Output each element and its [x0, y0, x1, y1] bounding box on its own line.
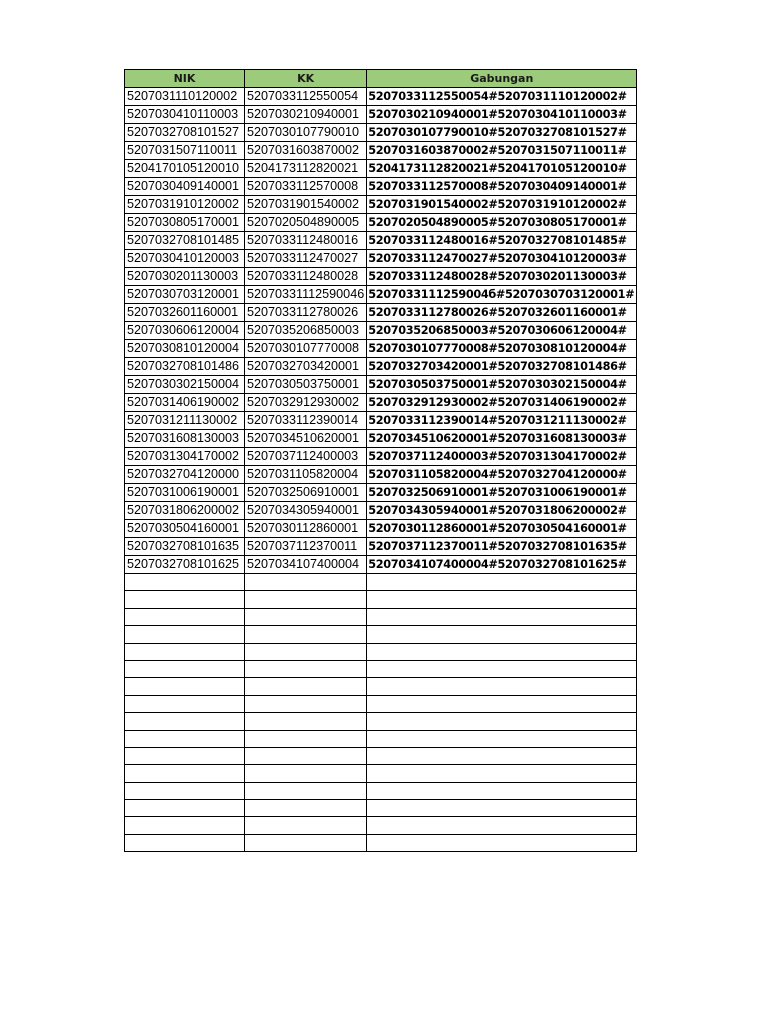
- kk-cell[interactable]: 5207034305940001: [245, 502, 367, 520]
- kk-cell[interactable]: 5207037112400003: [245, 448, 367, 466]
- nik-cell[interactable]: [125, 678, 245, 695]
- kk-cell[interactable]: 5207033112780026: [245, 304, 367, 322]
- data-table: [124, 69, 637, 852]
- nik-cell[interactable]: 5207030703120001: [125, 286, 245, 304]
- kk-cell[interactable]: 5207032703420001: [245, 358, 367, 376]
- table-row: [125, 376, 637, 394]
- kk-cell[interactable]: 5207030210940001: [245, 106, 367, 124]
- gabungan-cell[interactable]: [367, 695, 637, 712]
- kk-cell[interactable]: 5207030503750001: [245, 376, 367, 394]
- table-row: [125, 196, 637, 214]
- table-row: [125, 214, 637, 232]
- table-row: [125, 268, 637, 286]
- table-row: [125, 695, 637, 712]
- gabungan-cell[interactable]: 5207033112390014#5207031211130002#: [367, 412, 637, 430]
- table-row: [125, 643, 637, 660]
- nik-cell[interactable]: 5207032708101527: [125, 124, 245, 142]
- nik-cell[interactable]: 5207031806200002: [125, 502, 245, 520]
- table-row: [125, 730, 637, 747]
- nik-cell[interactable]: 5207030409140001: [125, 178, 245, 196]
- table-row: [125, 142, 637, 160]
- gabungan-cell[interactable]: [367, 730, 637, 747]
- gabungan-cell[interactable]: 5207037112400003#5207031304170002#: [367, 448, 637, 466]
- kk-cell[interactable]: 5207033112480016: [245, 232, 367, 250]
- nik-cell[interactable]: [125, 800, 245, 817]
- gabungan-cell[interactable]: 5207032703420001#5207032708101486#: [367, 358, 637, 376]
- table-row: [125, 713, 637, 730]
- gabungan-cell[interactable]: [367, 782, 637, 799]
- kk-cell[interactable]: 5207020504890005: [245, 214, 367, 232]
- table-row: [125, 448, 637, 466]
- kk-cell[interactable]: [245, 574, 367, 591]
- kk-cell[interactable]: [245, 660, 367, 677]
- nik-cell[interactable]: [125, 695, 245, 712]
- nik-cell[interactable]: [125, 608, 245, 625]
- kk-cell[interactable]: 5207033112390014: [245, 412, 367, 430]
- gabungan-cell[interactable]: 5207031901540002#5207031910120002#: [367, 196, 637, 214]
- gabungan-cell[interactable]: 5204173112820021#5204170105120010#: [367, 160, 637, 178]
- table-row: [125, 160, 637, 178]
- table-row: [125, 747, 637, 764]
- kk-cell[interactable]: 5207033112470027: [245, 250, 367, 268]
- table-row: [125, 340, 637, 358]
- gabungan-cell[interactable]: [367, 626, 637, 643]
- nik-cell[interactable]: 5207030302150004: [125, 376, 245, 394]
- kk-cell[interactable]: [245, 800, 367, 817]
- nik-cell[interactable]: 5207032601160001: [125, 304, 245, 322]
- kk-cell[interactable]: 5207034107400004: [245, 556, 367, 574]
- nik-cell[interactable]: 5207031304170002: [125, 448, 245, 466]
- nik-cell[interactable]: [125, 765, 245, 782]
- kk-cell[interactable]: [245, 643, 367, 660]
- table-row: [125, 608, 637, 625]
- nik-cell[interactable]: 5207031110120002: [125, 88, 245, 106]
- table-row: [125, 556, 637, 574]
- table-row: [125, 106, 637, 124]
- nik-cell[interactable]: 5207032708101625: [125, 556, 245, 574]
- gabungan-cell[interactable]: 5207033111259004б#5207030703120001#: [367, 286, 637, 304]
- kk-cell[interactable]: 5204173112820021: [245, 160, 367, 178]
- table-row: [125, 591, 637, 608]
- nik-cell[interactable]: [125, 626, 245, 643]
- nik-cell[interactable]: 5207030410120003: [125, 250, 245, 268]
- nik-cell[interactable]: 5207032708101485: [125, 232, 245, 250]
- table-row: [125, 782, 637, 799]
- table-row: [125, 358, 637, 376]
- gabungan-cell[interactable]: [367, 608, 637, 625]
- gabungan-cell[interactable]: [367, 713, 637, 730]
- nik-cell[interactable]: 5207031910120002: [125, 196, 245, 214]
- gabungan-cell[interactable]: 5207037112370011#5207032708101635#: [367, 538, 637, 556]
- nik-cell[interactable]: 5207030805170001: [125, 214, 245, 232]
- table-row: [125, 232, 637, 250]
- gabungan-cell[interactable]: [367, 660, 637, 677]
- gabungan-cell[interactable]: 5207031603870002#5207031507110011#: [367, 142, 637, 160]
- table-row: [125, 678, 637, 695]
- kk-cell[interactable]: 5207033112550054: [245, 88, 367, 106]
- nik-cell[interactable]: 5207032704120000: [125, 466, 245, 484]
- table-row: [125, 574, 637, 591]
- table-row: [125, 520, 637, 538]
- nik-cell[interactable]: [125, 660, 245, 677]
- gabungan-cell[interactable]: 5207033112480016#5207032708101485#: [367, 232, 637, 250]
- nik-cell[interactable]: 5207031507110011: [125, 142, 245, 160]
- nik-cell[interactable]: [125, 834, 245, 851]
- header-kk: KK: [245, 70, 367, 88]
- gabungan-cell[interactable]: [367, 591, 637, 608]
- gabungan-cell[interactable]: 5207033112570008#5207030409140001#: [367, 178, 637, 196]
- gabungan-cell[interactable]: 5207034107400004#5207032708101625#: [367, 556, 637, 574]
- gabungan-cell[interactable]: 5207033112550054#5207031110120002#: [367, 88, 637, 106]
- table-row: [125, 250, 637, 268]
- gabungan-cell[interactable]: 5207031105820004#5207032704120000#: [367, 466, 637, 484]
- kk-cell[interactable]: 5207032912930002: [245, 394, 367, 412]
- nik-cell[interactable]: [125, 817, 245, 834]
- kk-cell[interactable]: 5207033112570008: [245, 178, 367, 196]
- table-row: [125, 626, 637, 643]
- kk-cell[interactable]: 5207033112480028: [245, 268, 367, 286]
- gabungan-cell[interactable]: 5207032506910001#5207031006190001#: [367, 484, 637, 502]
- gabungan-cell[interactable]: [367, 800, 637, 817]
- kk-cell[interactable]: [245, 747, 367, 764]
- table-row: [125, 412, 637, 430]
- kk-cell[interactable]: [245, 695, 367, 712]
- table-row: [125, 834, 637, 851]
- gabungan-cell[interactable]: [367, 834, 637, 851]
- gabungan-cell[interactable]: [367, 765, 637, 782]
- table-row: [125, 538, 637, 556]
- gabungan-cell[interactable]: 5207030107790010#5207032708101527#: [367, 124, 637, 142]
- nik-cell[interactable]: [125, 730, 245, 747]
- kk-cell[interactable]: 5207035206850003: [245, 322, 367, 340]
- table-row: [125, 286, 637, 304]
- gabungan-cell[interactable]: 5207032912930002#5207031406190002#: [367, 394, 637, 412]
- table-row: [125, 88, 637, 106]
- kk-cell[interactable]: [245, 765, 367, 782]
- header-row: [125, 70, 637, 88]
- nik-cell[interactable]: 5207032708101635: [125, 538, 245, 556]
- table-row: [125, 322, 637, 340]
- nik-cell[interactable]: [125, 747, 245, 764]
- kk-cell[interactable]: [245, 626, 367, 643]
- nik-cell[interactable]: 5207030606120004: [125, 322, 245, 340]
- nik-cell[interactable]: 5207031406190002: [125, 394, 245, 412]
- table-row: [125, 124, 637, 142]
- nik-cell[interactable]: [125, 574, 245, 591]
- kk-cell[interactable]: [245, 817, 367, 834]
- gabungan-cell[interactable]: [367, 678, 637, 695]
- kk-cell[interactable]: [245, 782, 367, 799]
- kk-cell[interactable]: 5207031105820004: [245, 466, 367, 484]
- table-row: [125, 800, 637, 817]
- nik-cell[interactable]: 5207030201130003: [125, 268, 245, 286]
- gabungan-cell[interactable]: 5207033112470027#5207030410120003#: [367, 250, 637, 268]
- nik-cell[interactable]: 5207030504160001: [125, 520, 245, 538]
- kk-cell[interactable]: 5207037112370011: [245, 538, 367, 556]
- nik-cell[interactable]: 5207031006190001: [125, 484, 245, 502]
- gabungan-cell[interactable]: 5207033112780026#5207032601160001#: [367, 304, 637, 322]
- header-gabungan: Gabungan: [367, 70, 637, 88]
- kk-cell[interactable]: [245, 591, 367, 608]
- nik-cell[interactable]: [125, 591, 245, 608]
- gabungan-cell[interactable]: 5207030210940001#5207030410110003#: [367, 106, 637, 124]
- gabungan-cell[interactable]: [367, 574, 637, 591]
- kk-cell[interactable]: [245, 678, 367, 695]
- nik-cell[interactable]: 5207032708101486: [125, 358, 245, 376]
- gabungan-cell[interactable]: 5207035206850003#5207030606120004#: [367, 322, 637, 340]
- gabungan-cell[interactable]: 5207030112860001#5207030504160001#: [367, 520, 637, 538]
- kk-cell[interactable]: [245, 730, 367, 747]
- table-body: [125, 88, 637, 852]
- nik-cell[interactable]: 5207031211130002: [125, 412, 245, 430]
- gabungan-cell[interactable]: [367, 643, 637, 660]
- nik-cell[interactable]: [125, 643, 245, 660]
- table-row: [125, 304, 637, 322]
- table-row: [125, 484, 637, 502]
- kk-cell[interactable]: 5207032506910001: [245, 484, 367, 502]
- gabungan-cell[interactable]: [367, 817, 637, 834]
- gabungan-cell[interactable]: 5207033112480028#5207030201130003#: [367, 268, 637, 286]
- nik-cell[interactable]: 5207031608130003: [125, 430, 245, 448]
- kk-cell[interactable]: 5207030107770008: [245, 340, 367, 358]
- kk-cell[interactable]: 5207030107790010: [245, 124, 367, 142]
- gabungan-cell[interactable]: 5207030503750001#5207030302150004#: [367, 376, 637, 394]
- nik-cell[interactable]: [125, 782, 245, 799]
- table-row: [125, 430, 637, 448]
- nik-cell[interactable]: 5207030810120004: [125, 340, 245, 358]
- kk-cell[interactable]: [245, 608, 367, 625]
- nik-cell[interactable]: [125, 713, 245, 730]
- table-row: [125, 765, 637, 782]
- table-row: [125, 178, 637, 196]
- gabungan-cell[interactable]: 5207030107770008#5207030810120004#: [367, 340, 637, 358]
- kk-cell[interactable]: 5207030112860001: [245, 520, 367, 538]
- header-nik: NIK: [125, 70, 245, 88]
- table-row: [125, 660, 637, 677]
- kk-cell[interactable]: 5207031901540002: [245, 196, 367, 214]
- kk-cell[interactable]: [245, 834, 367, 851]
- kk-cell[interactable]: 5207031603870002: [245, 142, 367, 160]
- gabungan-cell[interactable]: 5207020504890005#5207030805170001#: [367, 214, 637, 232]
- gabungan-cell[interactable]: 5207034510620001#5207031608130003#: [367, 430, 637, 448]
- nik-cell[interactable]: 5207030410110003: [125, 106, 245, 124]
- kk-cell[interactable]: 52070331112590046: [245, 286, 367, 304]
- table-row: [125, 502, 637, 520]
- table-row: [125, 817, 637, 834]
- kk-cell[interactable]: 5207034510620001: [245, 430, 367, 448]
- gabungan-cell[interactable]: 5207034305940001#5207031806200002#: [367, 502, 637, 520]
- kk-cell[interactable]: [245, 713, 367, 730]
- gabungan-cell[interactable]: [367, 747, 637, 764]
- table-row: [125, 394, 637, 412]
- table-row: [125, 466, 637, 484]
- nik-cell[interactable]: 5204170105120010: [125, 160, 245, 178]
